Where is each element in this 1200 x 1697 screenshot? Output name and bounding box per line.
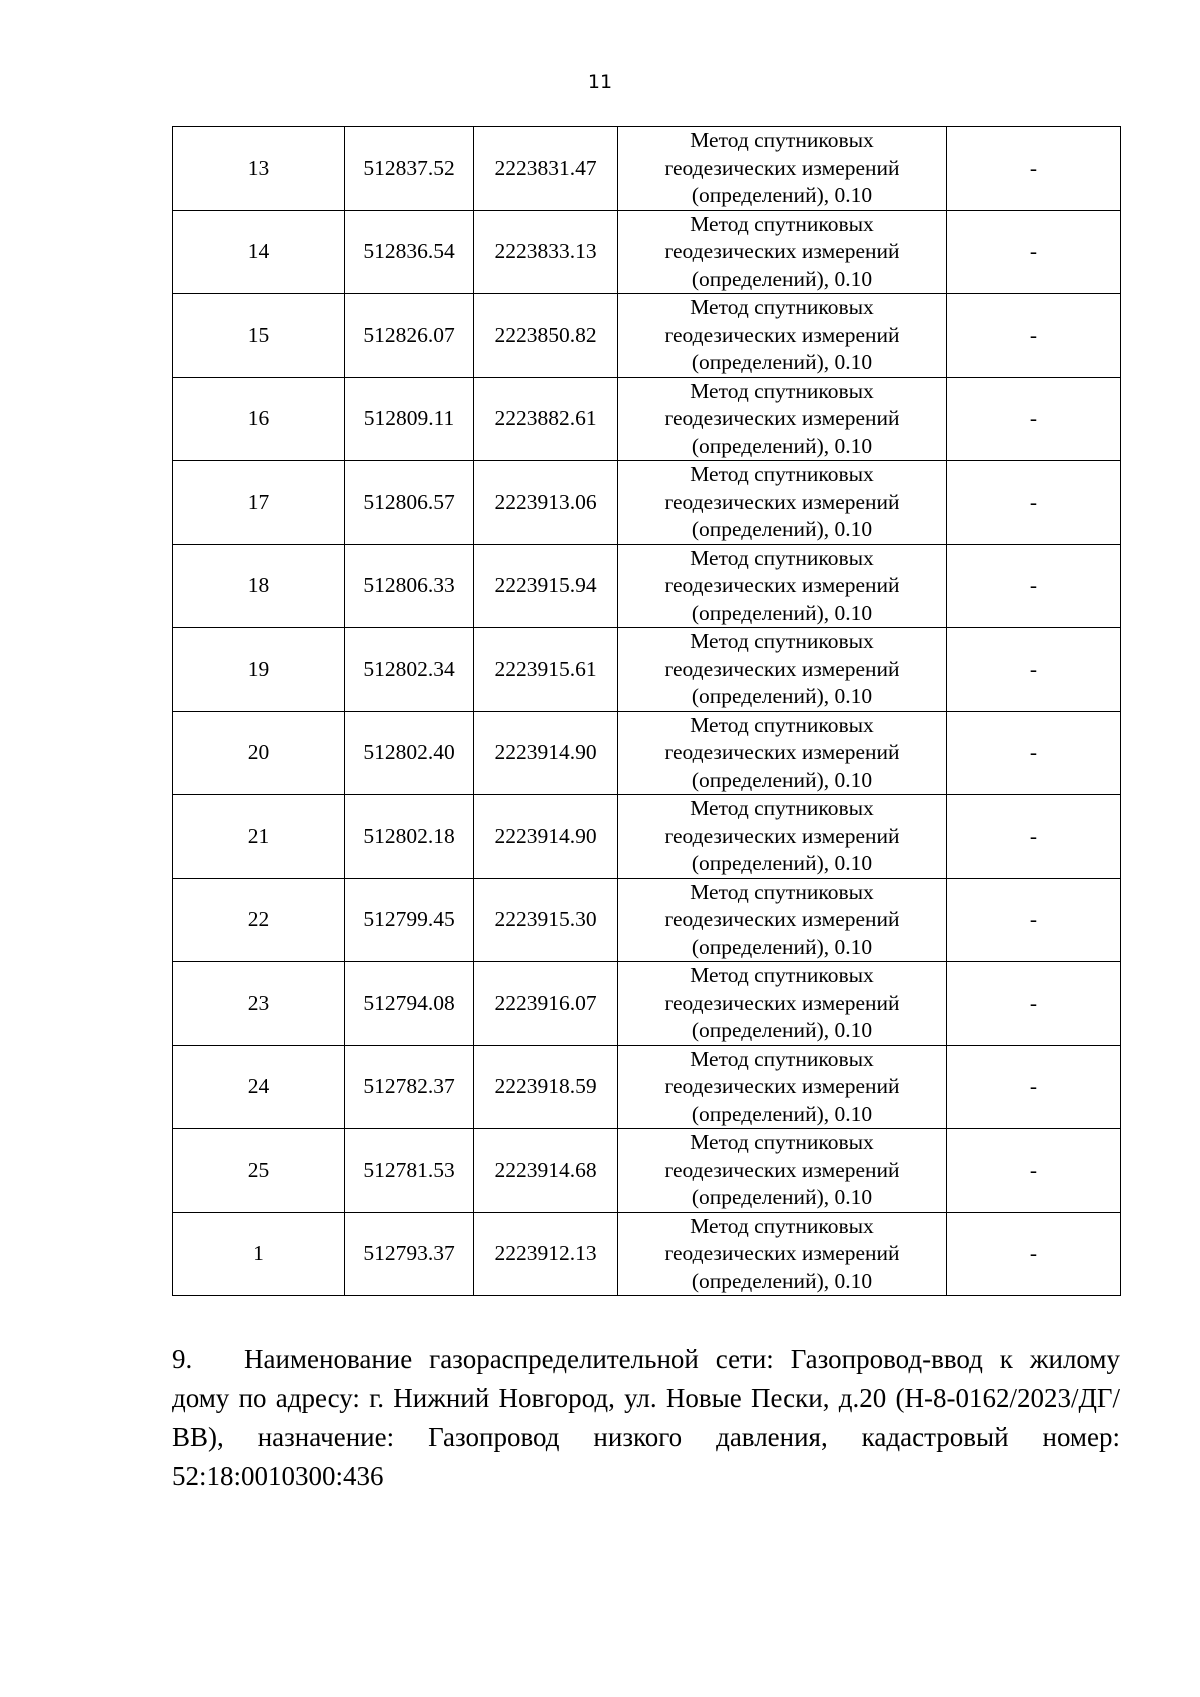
- y-coordinate-cell: 2223913.06: [474, 461, 618, 545]
- method-cell: [618, 711, 947, 795]
- method-text-line-3: (определений), 0.10: [691, 266, 873, 291]
- method-text-line-3: (определений), 0.10: [691, 1185, 873, 1209]
- method-text-line-1: Метод спутниковых: [690, 128, 874, 152]
- method-text-line-1: Метод спутниковых: [690, 712, 874, 737]
- section-paragraph: [172, 1340, 1120, 1496]
- method-cell: [618, 461, 947, 545]
- table-row: [173, 294, 1121, 378]
- method-text-line-2: геодезических измерений: [664, 1241, 900, 1265]
- table-row: [173, 210, 1121, 294]
- table-row: [173, 461, 1121, 545]
- coordinates-table: [172, 126, 1121, 1296]
- point-number-cell: 18: [173, 544, 345, 628]
- point-number-cell: 21: [173, 795, 345, 879]
- note-cell: -: [947, 795, 1121, 879]
- coordinates-table-body: [173, 127, 1121, 1296]
- point-number-cell: 22: [173, 878, 345, 962]
- note-cell: -: [947, 544, 1121, 628]
- point-number-cell: 20: [173, 711, 345, 795]
- note-cell: -: [947, 377, 1121, 461]
- point-number-cell: 15: [173, 294, 345, 378]
- y-coordinate-cell: 2223914.68: [474, 1129, 618, 1213]
- note-cell: -: [947, 127, 1121, 211]
- method-text-line-3: (определений), 0.10: [691, 183, 873, 207]
- method-text-line-1: Метод спутниковых: [690, 545, 874, 570]
- table-row: [173, 1129, 1121, 1213]
- method-text-line-2: геодезических измерений: [664, 239, 900, 263]
- method-text-line-2: геодезических измерений: [664, 990, 900, 1015]
- method-text-line-2: геодезических измерений: [664, 489, 900, 514]
- method-cell: [618, 210, 947, 294]
- point-number-cell: 17: [173, 461, 345, 545]
- point-number-cell: 23: [173, 962, 345, 1046]
- method-text-line-1: Метод спутниковых: [690, 963, 874, 987]
- y-coordinate-cell: 2223882.61: [474, 377, 618, 461]
- method-text-line-2: геодезических измерений: [664, 1157, 900, 1182]
- table-row: [173, 711, 1121, 795]
- method-text-line-2: геодезических измерений: [664, 1074, 900, 1098]
- method-text-line-3: (определений), 0.10: [691, 1268, 873, 1293]
- y-coordinate-cell: 2223912.13: [474, 1212, 618, 1296]
- method-cell: [618, 294, 947, 378]
- point-number-cell: 14: [173, 210, 345, 294]
- method-text-line-1: Метод спутниковых: [690, 378, 874, 403]
- x-coordinate-cell: 512782.37: [345, 1045, 474, 1129]
- note-cell: -: [947, 294, 1121, 378]
- x-coordinate-cell: 512809.11: [345, 377, 474, 461]
- note-cell: -: [947, 1045, 1121, 1129]
- method-text-line-3: (определений), 0.10: [691, 350, 873, 374]
- x-coordinate-cell: 512802.34: [345, 628, 474, 712]
- table-row: [173, 628, 1121, 712]
- method-text-line-2: геодезических измерений: [664, 155, 900, 180]
- method-cell: [618, 1045, 947, 1129]
- method-text-line-2: геодезических измерений: [664, 907, 900, 931]
- y-coordinate-cell: 2223831.47: [474, 127, 618, 211]
- note-cell: -: [947, 628, 1121, 712]
- note-cell: -: [947, 210, 1121, 294]
- method-cell: [618, 962, 947, 1046]
- x-coordinate-cell: 512781.53: [345, 1129, 474, 1213]
- method-text-line-2: геодезических измерений: [664, 322, 900, 347]
- x-coordinate-cell: 512806.33: [345, 544, 474, 628]
- table-row: [173, 377, 1121, 461]
- method-cell: [618, 1212, 947, 1296]
- x-coordinate-cell: 512802.40: [345, 711, 474, 795]
- method-text-line-3: (определений), 0.10: [691, 1018, 873, 1042]
- y-coordinate-cell: 2223915.94: [474, 544, 618, 628]
- x-coordinate-cell: 512836.54: [345, 210, 474, 294]
- y-coordinate-cell: 2223914.90: [474, 711, 618, 795]
- table-row: [173, 544, 1121, 628]
- method-text-line-2: геодезических измерений: [664, 656, 900, 681]
- method-text-line-3: (определений), 0.10: [691, 934, 873, 959]
- method-text-line-1: Метод спутниковых: [690, 796, 874, 820]
- table-row: [173, 795, 1121, 879]
- note-cell: -: [947, 711, 1121, 795]
- method-text-line-1: Метод спутниковых: [690, 879, 874, 904]
- section-number: 9.: [172, 1344, 193, 1374]
- x-coordinate-cell: 512806.57: [345, 461, 474, 545]
- x-coordinate-cell: 512826.07: [345, 294, 474, 378]
- y-coordinate-cell: 2223918.59: [474, 1045, 618, 1129]
- x-coordinate-cell: 512793.37: [345, 1212, 474, 1296]
- point-number-cell: 1: [173, 1212, 345, 1296]
- method-cell: [618, 878, 947, 962]
- x-coordinate-cell: 512799.45: [345, 878, 474, 962]
- x-coordinate-cell: 512794.08: [345, 962, 474, 1046]
- x-coordinate-cell: 512837.52: [345, 127, 474, 211]
- method-text-line-3: (определений), 0.10: [691, 433, 873, 458]
- method-text-line-1: Метод спутниковых: [690, 295, 874, 319]
- table-row: [173, 1212, 1121, 1296]
- method-text-line-2: геодезических измерений: [664, 740, 900, 764]
- table-row: [173, 878, 1121, 962]
- method-text-line-1: Метод спутниковых: [690, 1046, 874, 1071]
- point-number-cell: 19: [173, 628, 345, 712]
- point-number-cell: 13: [173, 127, 345, 211]
- note-cell: -: [947, 878, 1121, 962]
- page-number: 11: [587, 71, 613, 93]
- y-coordinate-cell: 2223915.30: [474, 878, 618, 962]
- method-cell: [618, 377, 947, 461]
- y-coordinate-cell: 2223850.82: [474, 294, 618, 378]
- method-text-line-3: (определений), 0.10: [691, 851, 873, 875]
- note-cell: -: [947, 1212, 1121, 1296]
- method-text-line-1: Метод спутниковых: [690, 211, 874, 236]
- note-cell: -: [947, 461, 1121, 545]
- method-cell: [618, 1129, 947, 1213]
- method-text-line-2: геодезических измерений: [664, 823, 900, 848]
- section-text: Наименование газораспределительной сети: Газопровод-ввод к жилому дому по адресу: г. Нижний Новгород, ул. Новые Пески, д.20 (Н-8-0162/2023/ДГ/ВВ), назначение: Газопровод низкого давления, кадастровый номер: 52:18:0010300:436: [172, 1344, 1120, 1491]
- note-cell: -: [947, 962, 1121, 1046]
- method-text-line-1: Метод спутниковых: [690, 1130, 874, 1154]
- y-coordinate-cell: 2223915.61: [474, 628, 618, 712]
- point-number-cell: 16: [173, 377, 345, 461]
- method-text-line-2: геодезических измерений: [664, 573, 900, 597]
- method-cell: [618, 127, 947, 211]
- method-text-line-1: Метод спутниковых: [690, 462, 874, 486]
- method-text-line-1: Метод спутниковых: [690, 1213, 874, 1238]
- table-row: [173, 962, 1121, 1046]
- point-number-cell: 24: [173, 1045, 345, 1129]
- x-coordinate-cell: 512802.18: [345, 795, 474, 879]
- method-cell: [618, 795, 947, 879]
- method-text-line-3: (определений), 0.10: [691, 600, 873, 625]
- y-coordinate-cell: 2223833.13: [474, 210, 618, 294]
- method-text-line-3: (определений), 0.10: [691, 1101, 873, 1126]
- method-text-line-2: геодезических измерений: [664, 406, 900, 430]
- method-text-line-3: (определений), 0.10: [691, 517, 873, 541]
- method-text-line-1: Метод спутниковых: [690, 629, 874, 653]
- table-row: [173, 1045, 1121, 1129]
- table-row: [173, 127, 1121, 211]
- method-text-line-3: (определений), 0.10: [691, 684, 873, 708]
- method-cell: [618, 544, 947, 628]
- method-cell: [618, 628, 947, 712]
- y-coordinate-cell: 2223916.07: [474, 962, 618, 1046]
- method-text-line-3: (определений), 0.10: [691, 767, 873, 792]
- note-cell: -: [947, 1129, 1121, 1213]
- point-number-cell: 25: [173, 1129, 345, 1213]
- y-coordinate-cell: 2223914.90: [474, 795, 618, 879]
